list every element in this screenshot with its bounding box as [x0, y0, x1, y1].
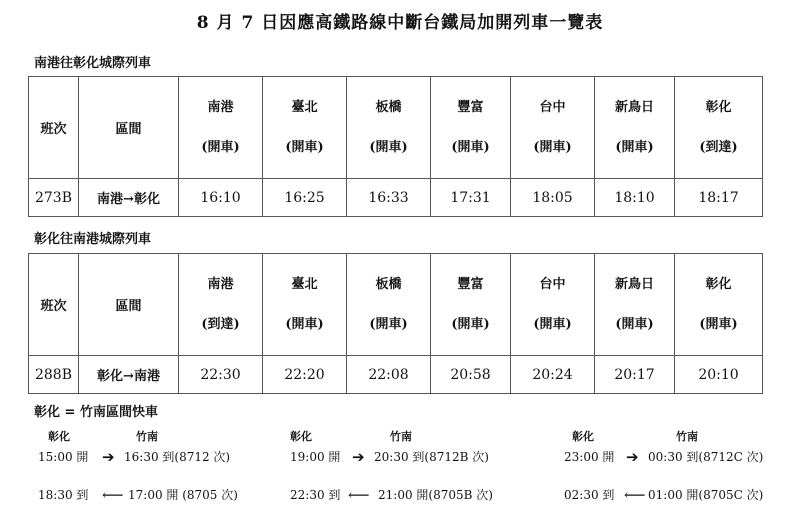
station-role: (開車) — [285, 139, 324, 155]
time-cell: 20:58 — [431, 356, 511, 394]
page-title: 8 月 7 日因應高鐵路線中斷台鐵局加開列車一覽表 — [196, 13, 604, 33]
station-name: 彰化 — [705, 276, 732, 292]
to-label: 竹南 — [676, 430, 698, 443]
station-role: (開車) — [699, 316, 738, 332]
return-depart: 17:00 開 (8705 次) — [128, 488, 238, 502]
northbound-heading: 彰化往南港城際列車 — [34, 232, 152, 247]
station-header — [431, 254, 511, 356]
time-cell: 22:30 — [179, 356, 263, 394]
time-cell: 18:05 — [511, 179, 595, 217]
return-arrive: 02:30 到 — [564, 488, 615, 502]
route: 南港→彰化 — [79, 179, 179, 217]
time-cell: 16:33 — [347, 179, 431, 217]
outbound-depart: 23:00 開 — [564, 450, 615, 464]
time-cell: 17:31 — [431, 179, 511, 217]
station-header — [179, 77, 263, 179]
station-name: 台中 — [539, 99, 566, 115]
outbound-depart: 15:00 開 — [38, 450, 89, 464]
station-name: 板橋 — [375, 99, 402, 115]
station-header — [179, 254, 263, 356]
station-header — [347, 254, 431, 356]
table-row — [29, 356, 763, 394]
station-name: 南港 — [207, 276, 234, 292]
station-role: (開車) — [451, 139, 490, 155]
time-cell: 22:08 — [347, 356, 431, 394]
table-header-row — [29, 77, 763, 179]
to-label: 竹南 — [136, 430, 158, 443]
station-role: (開車) — [369, 316, 408, 332]
return-arrive: 22:30 到 — [290, 488, 341, 502]
station-name: 新鳥日 — [614, 276, 654, 292]
time-cell: 20:24 — [511, 356, 595, 394]
train-number: 273B — [29, 179, 79, 217]
station-role: (開車) — [201, 139, 240, 155]
station-role: (到達) — [699, 139, 738, 155]
return-depart: 01:00 開(8705C 次) — [648, 488, 764, 502]
station-name: 臺北 — [291, 276, 318, 292]
station-header — [263, 77, 347, 179]
to-label: 竹南 — [390, 430, 412, 443]
time-cell: 22:20 — [263, 356, 347, 394]
time-cell: 20:17 — [595, 356, 675, 394]
from-label: 彰化 — [572, 430, 594, 443]
station-role: (開車) — [533, 139, 572, 155]
outbound-depart: 19:00 開 — [290, 450, 341, 464]
col-train: 班次 — [29, 254, 79, 356]
outbound-arrive: 00:30 到(8712C 次) — [648, 450, 764, 464]
outbound-arrive: 20:30 到(8712B 次) — [374, 450, 489, 464]
time-cell: 18:17 — [675, 179, 763, 217]
col-train: 班次 — [29, 77, 79, 179]
station-header — [347, 77, 431, 179]
station-header — [431, 77, 511, 179]
station-name: 豐富 — [457, 99, 484, 115]
left-arrow-icon: ⟵ — [348, 486, 370, 504]
return-depart: 21:00 開(8705B 次) — [378, 488, 493, 502]
table-row — [29, 179, 763, 217]
station-name: 南港 — [207, 99, 234, 115]
outbound-arrive: 16:30 到(8712 次) — [124, 450, 231, 464]
return-arrive: 18:30 到 — [38, 488, 89, 502]
station-role: (開車) — [369, 139, 408, 155]
station-name: 豐富 — [457, 276, 484, 292]
station-role: (開車) — [451, 316, 490, 332]
route: 彰化→南港 — [79, 356, 179, 394]
station-role: (開車) — [533, 316, 572, 332]
right-arrow-icon: ➔ — [352, 448, 365, 466]
left-arrow-icon: ⟵ — [102, 486, 124, 504]
station-header — [675, 254, 763, 356]
right-arrow-icon: ➔ — [102, 448, 115, 466]
table-header-row — [29, 254, 763, 356]
station-header — [263, 254, 347, 356]
northbound-table — [28, 253, 763, 394]
station-name: 臺北 — [291, 99, 318, 115]
station-header — [511, 77, 595, 179]
station-header — [595, 77, 675, 179]
time-cell: 16:25 — [263, 179, 347, 217]
shuttle-title: 彰化 = 竹南區間快車 — [34, 405, 158, 420]
station-header — [675, 77, 763, 179]
station-name: 新鳥日 — [614, 99, 654, 115]
left-arrow-icon: ⟵ — [624, 486, 646, 504]
station-role: (開車) — [615, 139, 654, 155]
station-role: (開車) — [615, 316, 654, 332]
station-name: 彰化 — [705, 99, 732, 115]
col-route: 區間 — [79, 254, 179, 356]
station-name: 台中 — [539, 276, 566, 292]
col-route: 區間 — [79, 77, 179, 179]
time-cell: 16:10 — [179, 179, 263, 217]
time-cell: 18:10 — [595, 179, 675, 217]
from-label: 彰化 — [290, 430, 312, 443]
station-header — [595, 254, 675, 356]
station-header — [511, 254, 595, 356]
station-role: (開車) — [285, 316, 324, 332]
time-cell: 20:10 — [675, 356, 763, 394]
southbound-heading: 南港往彰化城際列車 — [34, 56, 152, 71]
southbound-table — [28, 76, 763, 217]
station-role: (到達) — [201, 316, 240, 332]
right-arrow-icon: ➔ — [626, 448, 639, 466]
from-label: 彰化 — [48, 430, 70, 443]
station-name: 板橋 — [375, 276, 402, 292]
train-number: 288B — [29, 356, 79, 394]
